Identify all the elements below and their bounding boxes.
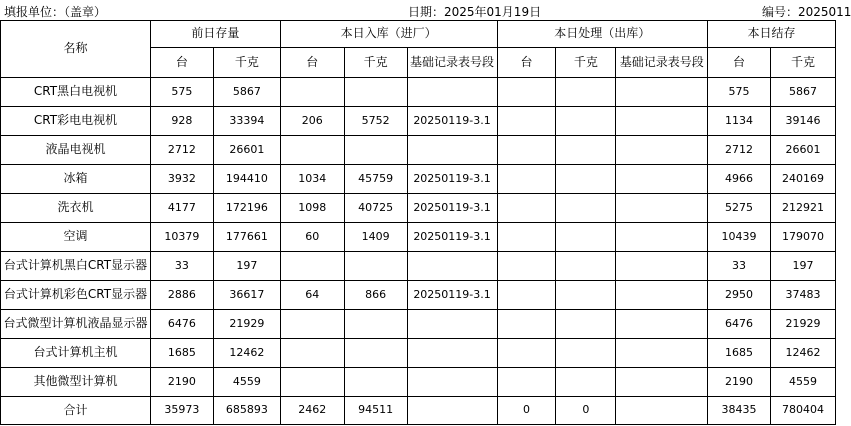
table-row (1, 107, 836, 136)
end-tai-cell: 33 (708, 252, 771, 281)
prev-kg-cell: 172196 (213, 194, 280, 223)
prev-kg-cell: 12462 (213, 339, 280, 368)
in-tai-cell: 1098 (280, 194, 344, 223)
end-tai-cell: 575 (708, 78, 771, 107)
end-kg-cell: 37483 (771, 281, 836, 310)
in-tai-cell: 60 (280, 223, 344, 252)
in-tai-cell: 206 (280, 107, 344, 136)
prev-tai-cell: 35973 (150, 397, 213, 425)
out-record-no-header: 基础记录表号段 (616, 48, 708, 78)
item-name-cell: 台式计算机主机 (1, 339, 151, 368)
in-record-no-cell (407, 136, 497, 165)
prev-kg-cell: 685893 (213, 397, 280, 425)
in-tai-cell: 1034 (280, 165, 344, 194)
out-unit-tai: 台 (497, 48, 556, 78)
out-kg-cell (556, 78, 616, 107)
item-name-cell: 台式微型计算机液晶显示器 (1, 310, 151, 339)
out-record-no-cell (616, 165, 708, 194)
prev-kg-cell: 5867 (213, 78, 280, 107)
out-record-no-cell (616, 194, 708, 223)
in-kg-cell: 45759 (344, 165, 407, 194)
table-row (1, 223, 836, 252)
item-name-cell: 冰箱 (1, 165, 151, 194)
end-tai-cell: 38435 (708, 397, 771, 425)
prev-kg-cell: 177661 (213, 223, 280, 252)
out-record-no-cell (616, 368, 708, 397)
item-name-cell: 液晶电视机 (1, 136, 151, 165)
report-code-label: 编号：2025011 (762, 5, 851, 19)
table-row (1, 281, 836, 310)
out-tai-cell (497, 252, 556, 281)
in-record-no-cell: 20250119-3.1 (407, 223, 497, 252)
prev-tai-cell: 4177 (150, 194, 213, 223)
prev-kg-cell: 197 (213, 252, 280, 281)
in-record-no-header: 基础记录表号段 (407, 48, 497, 78)
in-record-no-cell: 20250119-3.1 (407, 165, 497, 194)
in-kg-cell: 40725 (344, 194, 407, 223)
end-tai-cell: 1134 (708, 107, 771, 136)
end-unit-tai: 台 (708, 48, 771, 78)
out-kg-cell (556, 223, 616, 252)
out-kg-cell (556, 310, 616, 339)
item-name-cell: 合计 (1, 397, 151, 425)
out-unit-kg: 千克 (556, 48, 616, 78)
out-tai-cell (497, 165, 556, 194)
out-tai-cell (497, 107, 556, 136)
item-name-cell: 台式计算机黑白CRT显示器 (1, 252, 151, 281)
out-kg-cell: 0 (556, 397, 616, 425)
out-tai-cell (497, 368, 556, 397)
in-tai-cell (280, 78, 344, 107)
table-row (1, 165, 836, 194)
end-kg-cell: 12462 (771, 339, 836, 368)
out-record-no-cell (616, 107, 708, 136)
table-row (1, 339, 836, 368)
item-name-cell: CRT彩电电视机 (1, 107, 151, 136)
prev-kg-cell: 21929 (213, 310, 280, 339)
inbound-header: 本日入库（进厂） (280, 21, 497, 48)
in-tai-cell: 2462 (280, 397, 344, 425)
out-record-no-cell (616, 252, 708, 281)
in-unit-kg: 千克 (344, 48, 407, 78)
in-record-no-cell (407, 252, 497, 281)
out-kg-cell (556, 165, 616, 194)
in-kg-cell: 866 (344, 281, 407, 310)
end-tai-cell: 2190 (708, 368, 771, 397)
prev-tai-cell: 2712 (150, 136, 213, 165)
out-kg-cell (556, 194, 616, 223)
in-kg-cell (344, 252, 407, 281)
prev-kg-cell: 194410 (213, 165, 280, 194)
report-header-bar (0, 0, 851, 20)
out-tai-cell (497, 310, 556, 339)
out-record-no-cell (616, 339, 708, 368)
end-kg-cell: 21929 (771, 310, 836, 339)
prev-tai-cell: 10379 (150, 223, 213, 252)
out-kg-cell (556, 136, 616, 165)
in-record-no-cell (407, 310, 497, 339)
prev-tai-cell: 2190 (150, 368, 213, 397)
group-header-row (1, 21, 836, 48)
in-tai-cell: 64 (280, 281, 344, 310)
in-record-no-cell (407, 339, 497, 368)
end-tai-cell: 4966 (708, 165, 771, 194)
item-name-cell: 空调 (1, 223, 151, 252)
outbound-header: 本日处理（出库） (497, 21, 708, 48)
out-record-no-cell (616, 223, 708, 252)
in-kg-cell (344, 339, 407, 368)
out-tai-cell (497, 78, 556, 107)
prev-tai-cell: 2886 (150, 281, 213, 310)
out-kg-cell (556, 339, 616, 368)
prev-tai-cell: 33 (150, 252, 213, 281)
end-tai-cell: 6476 (708, 310, 771, 339)
end-kg-cell: 26601 (771, 136, 836, 165)
end-kg-cell: 5867 (771, 78, 836, 107)
end-kg-cell: 179070 (771, 223, 836, 252)
table-row (1, 252, 836, 281)
out-tai-cell (497, 339, 556, 368)
prev-tai-cell: 928 (150, 107, 213, 136)
out-tai-cell (497, 136, 556, 165)
prev-tai-cell: 575 (150, 78, 213, 107)
out-record-no-cell (616, 281, 708, 310)
out-kg-cell (556, 107, 616, 136)
prev-unit-kg: 千克 (213, 48, 280, 78)
filing-unit-label: 填报单位：（盖章） (4, 5, 107, 19)
item-name-cell: 洗衣机 (1, 194, 151, 223)
prev-tai-cell: 3932 (150, 165, 213, 194)
prev-kg-cell: 33394 (213, 107, 280, 136)
end-stock-header: 本日结存 (708, 21, 836, 48)
end-kg-cell: 780404 (771, 397, 836, 425)
out-record-no-cell (616, 310, 708, 339)
prev-kg-cell: 4559 (213, 368, 280, 397)
in-kg-cell (344, 78, 407, 107)
end-kg-cell: 240169 (771, 165, 836, 194)
out-tai-cell (497, 281, 556, 310)
in-record-no-cell: 20250119-3.1 (407, 107, 497, 136)
in-kg-cell: 1409 (344, 223, 407, 252)
table-body (1, 21, 836, 425)
prev-kg-cell: 36617 (213, 281, 280, 310)
table-row (1, 368, 836, 397)
table-row (1, 310, 836, 339)
inventory-table (0, 20, 836, 425)
prev-kg-cell: 26601 (213, 136, 280, 165)
out-tai-cell (497, 194, 556, 223)
in-record-no-cell (407, 368, 497, 397)
prev-unit-tai: 台 (150, 48, 213, 78)
item-name-cell: 台式计算机彩色CRT显示器 (1, 281, 151, 310)
in-kg-cell: 94511 (344, 397, 407, 425)
in-record-no-cell: 20250119-3.1 (407, 194, 497, 223)
out-kg-cell (556, 281, 616, 310)
in-record-no-cell (407, 78, 497, 107)
in-kg-cell: 5752 (344, 107, 407, 136)
end-tai-cell: 2950 (708, 281, 771, 310)
end-unit-kg: 千克 (771, 48, 836, 78)
prev-tai-cell: 1685 (150, 339, 213, 368)
end-kg-cell: 197 (771, 252, 836, 281)
end-tai-cell: 5275 (708, 194, 771, 223)
end-tai-cell: 1685 (708, 339, 771, 368)
name-column-header: 名称 (1, 21, 151, 78)
table-row (1, 136, 836, 165)
in-kg-cell (344, 368, 407, 397)
in-record-no-cell: 20250119-3.1 (407, 281, 497, 310)
end-tai-cell: 2712 (708, 136, 771, 165)
end-kg-cell: 39146 (771, 107, 836, 136)
out-record-no-cell (616, 78, 708, 107)
in-record-no-cell (407, 397, 497, 425)
table-row (1, 78, 836, 107)
item-name-cell: 其他微型计算机 (1, 368, 151, 397)
in-tai-cell (280, 368, 344, 397)
in-unit-tai: 台 (280, 48, 344, 78)
end-kg-cell: 4559 (771, 368, 836, 397)
end-tai-cell: 10439 (708, 223, 771, 252)
in-tai-cell (280, 136, 344, 165)
prev-stock-header: 前日存量 (150, 21, 280, 48)
out-kg-cell (556, 252, 616, 281)
out-record-no-cell (616, 397, 708, 425)
out-tai-cell: 0 (497, 397, 556, 425)
in-kg-cell (344, 310, 407, 339)
total-row (1, 397, 836, 425)
item-name-cell: CRT黑白电视机 (1, 78, 151, 107)
report-date-label: 日期：2025年01月19日 (408, 5, 542, 19)
in-tai-cell (280, 310, 344, 339)
end-kg-cell: 212921 (771, 194, 836, 223)
prev-tai-cell: 6476 (150, 310, 213, 339)
out-tai-cell (497, 223, 556, 252)
out-record-no-cell (616, 136, 708, 165)
table-row (1, 194, 836, 223)
in-tai-cell (280, 252, 344, 281)
out-kg-cell (556, 368, 616, 397)
in-tai-cell (280, 339, 344, 368)
in-kg-cell (344, 136, 407, 165)
